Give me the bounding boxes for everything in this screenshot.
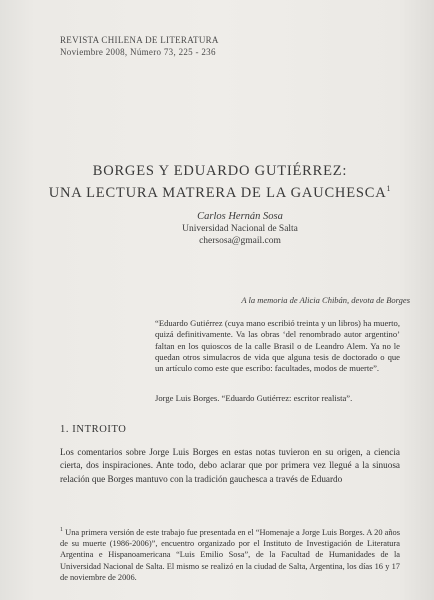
epigraph-quote: “Eduardo Gutiérrez (cuya mano escribió treinta y un libros) ha muerto, quizá definitivamente. Va las obras ‘del renombrado autor argentino’ faltan en los quioscos de la calle Brasil o de Leandro Alem. Ya no le quedan otros simulacros de vida que alguna tesis de doctorado o que un artículo como este que escribo: facultades, modos de muerte”. bbox=[155, 318, 400, 374]
author-block bbox=[110, 211, 370, 247]
article-title-line2-text: UNA LECTURA MATRERA DE LA GAUCHESCA bbox=[48, 184, 387, 201]
journal-name: REVISTA CHILENA DE LITERATURA bbox=[60, 35, 219, 45]
article-title-line1: BORGES Y EDUARDO GUTIÉRREZ: bbox=[92, 163, 348, 179]
article-title-line2 bbox=[40, 180, 400, 202]
author-affiliation: Universidad Nacional de Salta bbox=[182, 224, 298, 234]
author-name: Carlos Hernán Sosa bbox=[197, 211, 283, 222]
footnote bbox=[60, 525, 400, 583]
epigraph-attribution: Jorge Luis Borges. “Eduardo Gutiérrez: escritor realista”. bbox=[155, 393, 353, 403]
footnote-text: Una primera versión de este trabajo fue presentada en el “Homenaje a Jorge Luis Borges. A 20 años de su muerte (1986-2006)”, encuentro organizado por el Instituto de Investigación de Literatura Argentina e Hispanoamericana “Luis Emilio Sosa”, de la Facultad de Humanidades de la Universidad Nacional de Salta. El mismo se realizó en la ciudad de Salta, Argentina, los días 16 y 17 de noviembre de 2006. bbox=[60, 527, 400, 582]
footnote-mark: 1 bbox=[60, 527, 63, 533]
journal-header bbox=[60, 34, 219, 58]
journal-issue: Noviembre 2008, Número 73, 225 - 236 bbox=[60, 47, 216, 57]
article-title bbox=[40, 163, 400, 202]
section-heading: 1. INTROITO bbox=[60, 424, 127, 435]
dedication: A la memoria de Alicia Chibán, devota de Borges bbox=[241, 295, 410, 305]
author-email: chersosa@gmail.com bbox=[199, 236, 281, 246]
title-footnote-mark: 1 bbox=[386, 184, 392, 193]
body-paragraph: Los comentarios sobre Jorge Luis Borges en estas notas tuvieron en su origen, a ciencia cierta, dos inspiraciones. Ante todo, debo aclarar que por primera vez llegué a la sinuosa relación que Borges mantuvo con la tradición gauchesca a través de Eduardo bbox=[60, 447, 400, 484]
